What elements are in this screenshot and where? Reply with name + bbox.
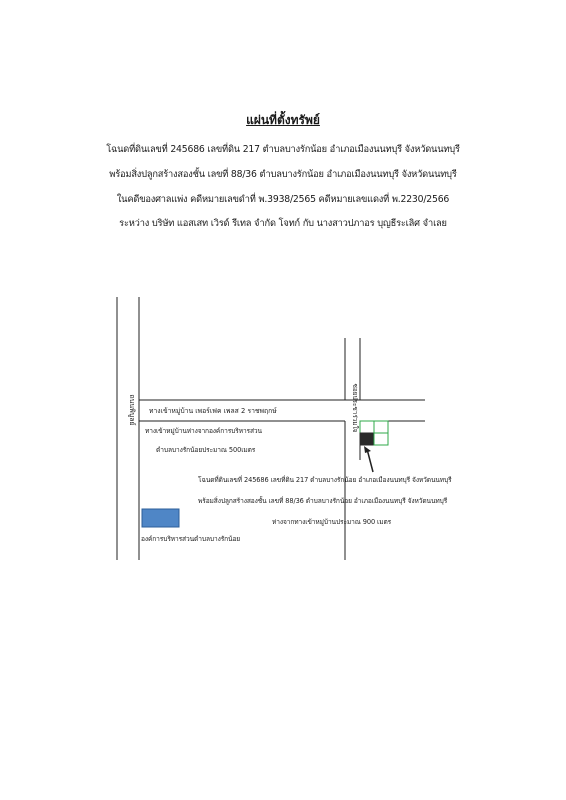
left-road-label: ถนนพิบูลย์: [128, 394, 136, 426]
tao-office-building: [142, 509, 179, 527]
property-arrow-shaft: [367, 449, 373, 472]
header-line-case: ในคดีของศาลแพ่ง คดีหมายเลขดำที่ พ.3938/2565 คดีหมายเลขแดงที่ พ.2230/2566: [116, 194, 450, 205]
distance-note-line1: ทางเข้าหมู่บ้านห่างจากองค์การบริหารส่วน: [145, 427, 262, 435]
plot-top-right: [374, 421, 388, 433]
property-note-line1: โฉนดที่ดินเลขที่ 245686 เลขที่ดิน 217 ตำบลบางรักน้อย อำเภอเมืองนนทบุรี จังหวัดนนทบุรี: [198, 476, 452, 484]
header-line-deed: โฉนดที่ดินเลขที่ 245686 เลขที่ดิน 217 ตำบลบางรักน้อย อำเภอเมืองนนทบุรี จังหวัดนนทบุรี: [106, 144, 460, 155]
property-plot: [360, 433, 374, 445]
tao-office-label: องค์การบริหารส่วนตำบลบางรักน้อย: [141, 535, 241, 543]
header-line-building: พร้อมสิ่งปลูกสร้างสองชั้น เลขที่ 88/36 ตำบลบางรักน้อย อำเภอเมืองนนทบุรี จังหวัดนนทบุรี: [109, 169, 457, 180]
plot-bottom-right: [374, 433, 388, 445]
property-arrow-head: [364, 446, 371, 453]
soi-road-label: ซอยประชาร่วมใจ: [351, 383, 359, 433]
access-road-label: ทางเข้าหมู่บ้าน เพอร์เฟค เพลส 2 ราชพฤกษ์: [149, 407, 277, 415]
header-line-parties: ระหว่าง บริษัท แอสเสท เวิรด์ รีเทล จำกัด โจทก์ กับ นางสาวปภาอร บุญธีระเลิศ จำเลย: [119, 218, 447, 229]
plot-top-left: [360, 421, 374, 433]
distance-note-line2: ตำบลบางรักน้อยประมาณ 500เมตร: [156, 446, 256, 454]
property-note-line2: พร้อมสิ่งปลูกสร้างสองชั้น เลขที่ 88/36 ตำบลบางรักน้อย อำเภอเมืองนนทบุรี จังหวัดนนทบุรี: [198, 497, 448, 505]
document-title: แผ่นที่ตั้งทรัพย์: [246, 113, 320, 127]
property-note-line3: ห่างจากทางเข้าหมู่บ้านประมาณ 900 เมตร: [272, 518, 392, 526]
